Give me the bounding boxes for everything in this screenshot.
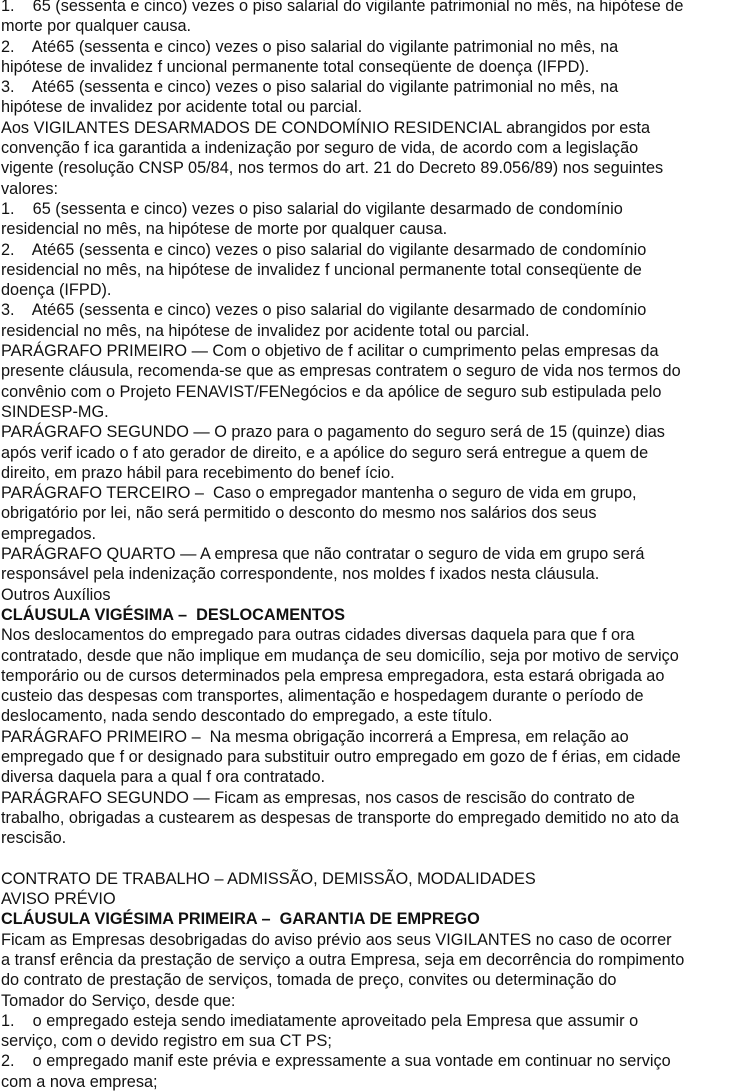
paragraph-heading: PARÁGRAFO PRIMEIRO — Com o objetivo de f acilitar o cumprimento pelas empresas da — [1, 342, 659, 361]
text-line: 2. Até65 (sessenta e cinco) vezes o piso salarial do vigilante patrimonial no mês, na — [1, 37, 619, 56]
paragraph-heading: PARÁGRAFO SEGUNDO — Ficam as empresas, nos casos de rescisão do contrato de — [1, 788, 635, 807]
text-line: deslocamento, nada sendo descontado do empregado, a este título. — [1, 707, 493, 726]
section-label: Outros Auxílios — [1, 585, 111, 604]
text-line: 1. o empregado esteja sendo imediatamente aproveitado pela Empresa que assumir o — [1, 1011, 639, 1030]
text-line: doença (IFPD). — [1, 281, 112, 300]
text-line: 3. Até65 (sessenta e cinco) vezes o piso salarial do vigilante desarmado de condomínio — [1, 301, 647, 320]
text-line: 1. 65 (sessenta e cinco) vezes o piso salarial do vigilante desarmado de condomínio — [1, 199, 623, 218]
text-line: 2. Até65 (sessenta e cinco) vezes o piso salarial do vigilante desarmado de condomínio — [1, 240, 647, 259]
text-line: vigente (resolução CNSP 05/84, nos termos do art. 21 do Decreto 89.056/89) nos seguintes — [1, 159, 664, 178]
text-line: após verif icado o f ato gerador de direito, e a apólice do seguro será entregue a quem de — [1, 443, 649, 462]
text-line: empregados. — [1, 524, 97, 543]
text-line: responsável pela indenização correspondente, nos moldes f ixados nesta cláusula. — [1, 565, 600, 584]
paragraph-heading: PARÁGRAFO PRIMEIRO – Na mesma obrigação incorrerá a Empresa, em relação ao — [1, 727, 629, 746]
text-line: custeio das despesas com transportes, alimentação e hospedagem durante o período de — [1, 687, 644, 706]
text-line: SINDESP-MG. — [1, 402, 109, 421]
text-line: 3. Até65 (sessenta e cinco) vezes o piso salarial do vigilante patrimonial no mês, na — [1, 78, 619, 97]
text-line: 2. o empregado manif este prévia e expressamente a sua vontade em continuar no serviço — [1, 1052, 671, 1071]
text-line: residencial no mês, na hipótese de invalidez por acidente total ou parcial. — [1, 321, 530, 340]
text-line: Tomador do Serviço, desde que: — [1, 991, 236, 1010]
text-line: serviço, com o devido registro em sua CT PS; — [1, 1032, 332, 1051]
text-line: convênio com o Projeto FENAVIST/FENegócios e da apólice de seguro sub estipulada pelo — [1, 382, 662, 401]
text-line: a transf erência da prestação de serviço a outra Empresa, seja em decorrência do rompimento — [1, 950, 685, 969]
text-line: presente cláusula, recomenda-se que as empresas contratem o seguro de vida nos termos do — [1, 362, 681, 381]
text-line: hipótese de invalidez f uncional permanente total conseqüente de doença (IFPD). — [1, 57, 590, 76]
text-line: convenção f ica garantida a indenização por seguro de vida, de acordo com a legislação — [1, 139, 639, 158]
text-line: valores: — [1, 179, 59, 198]
text-line: temporário ou de cursos determinados pela empresa empregadora, esta estará obrigada ao — [1, 666, 665, 685]
text-line: do contrato de prestação de serviços, tomada de preço, convites ou determinação do — [1, 971, 617, 990]
text-line: rescisão. — [1, 829, 67, 848]
section-label: AVISO PRÉVIO — [1, 890, 116, 909]
text-line: Ficam as Empresas desobrigadas do aviso prévio aos seus VIGILANTES no caso de ocorrer — [1, 930, 672, 949]
text-line: hipótese de invalidez por acidente total ou parcial. — [1, 98, 363, 117]
text-line: obrigatório por lei, não será permitido o desconto do mesmo nos salários dos seus — [1, 504, 597, 523]
text-line: diversa daquela para a qual f ora contratado. — [1, 768, 326, 787]
text-line: residencial no mês, na hipótese de morte por qualquer causa. — [1, 220, 448, 239]
text-line: empregado que f or designado para substituir outro empregado em gozo de f érias, em cidade — [1, 747, 681, 766]
clause-title: CLÁUSULA VIGÉSIMA – DESLOCAMENTOS — [1, 605, 346, 624]
text-line: contratado, desde que não implique em mudança de seu domicílio, seja por motivo de serviço — [1, 646, 679, 665]
text-line: Nos deslocamentos do empregado para outras cidades diversas daquela para que f ora — [1, 626, 635, 645]
text-line: 1. 65 (sessenta e cinco) vezes o piso salarial do vigilante patrimonial no mês, na hipótese de — [1, 0, 684, 15]
clause-title: CLÁUSULA VIGÉSIMA PRIMEIRA – GARANTIA DE EMPREGO — [1, 910, 480, 929]
text-line: residencial no mês, na hipótese de invalidez f uncional permanente total conseqüente de — [1, 260, 642, 279]
paragraph-heading: PARÁGRAFO QUARTO — A empresa que não contratar o seguro de vida em grupo será — [1, 545, 645, 564]
text-line: direito, em prazo hábil para recebimento do benef ício. — [1, 463, 395, 482]
paragraph-heading: PARÁGRAFO SEGUNDO — O prazo para o pagamento do seguro será de 15 (quinze) dias — [1, 423, 665, 442]
blank-line — [1, 848, 729, 868]
paragraph-heading: PARÁGRAFO TERCEIRO – Caso o empregador mantenha o seguro de vida em grupo, — [1, 484, 637, 503]
section-label: CONTRATO DE TRABALHO – ADMISSÃO, DEMISSÃO, MODALIDADES — [1, 869, 536, 888]
text-line: morte por qualquer causa. — [1, 17, 192, 36]
text-line: trabalho, obrigadas a custearem as despesas de transporte do empregado demitido no ato da — [1, 808, 679, 827]
text-line: com a nova empresa; — [1, 1072, 158, 1091]
text-line: Aos VIGILANTES DESARMADOS DE CONDOMÍNIO RESIDENCIAL abrangidos por esta — [1, 118, 651, 137]
